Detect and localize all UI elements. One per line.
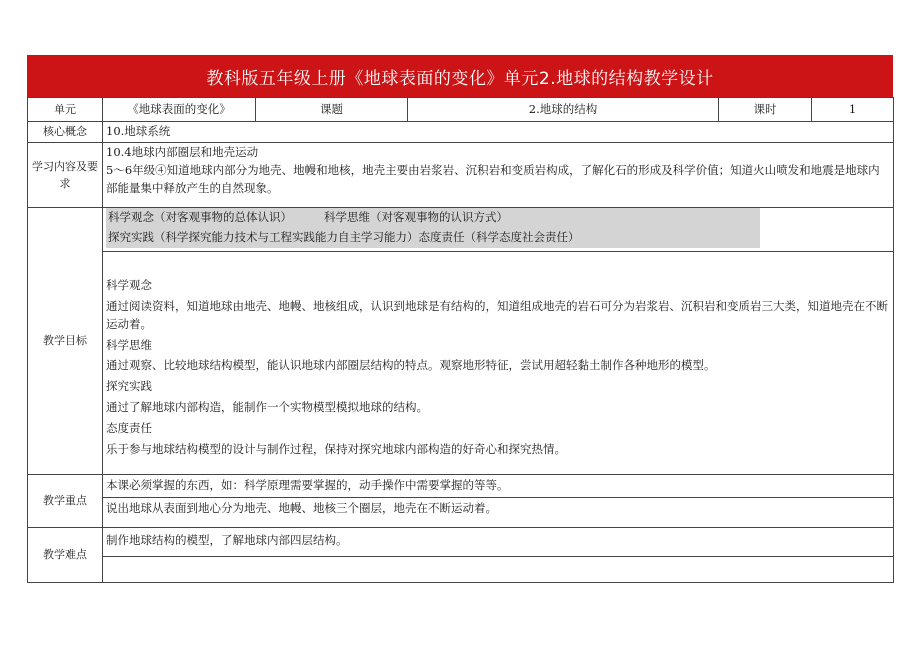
core-literacy-line2: 探究实践（科学探究能力技术与工程实践能力自主学习能力）态度责任（科学态度社会责任） xyxy=(106,228,760,248)
key-points-label: 教学重点 xyxy=(28,475,103,528)
hours-label: 课时 xyxy=(719,98,812,122)
objective-text-attitude: 乐于参与地球结构模型的设计与制作过程，保持对探究地球内部构造的好奇心和探究热情。 xyxy=(106,441,566,456)
core-concept-value: 10.地球系统 xyxy=(103,122,894,143)
unit-label: 单元 xyxy=(28,98,103,122)
objective-heading-attitude: 态度责任 xyxy=(106,420,152,435)
objective-heading-thinking: 科学思维 xyxy=(106,337,152,352)
learning-content-row xyxy=(28,143,894,208)
lesson-value: 2.地球的结构 xyxy=(408,98,719,122)
objective-text-thinking: 通过观察、比较地球结构模型，能认识地球内部圈层结构的特点。观察地形特征，尝试用超轻黏土制作各种地形的模型。 xyxy=(106,358,716,373)
objectives-row xyxy=(28,208,894,475)
objective-text-concept: 通过阅读资料，知道地球由地壳、地幔、地核组成，认识到地球是有结构的，知道组成地壳的岩石可分为岩浆岩、沉积岩和变质岩三大类，知道地壳在不断运动着。 xyxy=(106,298,888,331)
document-title: 教科版五年级上册《地球表面的变化》单元2.地球的结构教学设计 xyxy=(27,55,893,97)
core-literacy-line1 xyxy=(106,208,760,228)
lesson-plan-table xyxy=(27,97,894,583)
unit-value: 《地球表面的变化》 xyxy=(103,98,256,122)
core-concept-label: 核心概念 xyxy=(28,122,103,143)
key-points-divider xyxy=(103,497,893,498)
learning-content-line2: 5～6年级④知道地球内部分为地壳、地幔和地核，地壳主要由岩浆岩、沉积岩和变质岩构成，了解化石的形成及科学价值；知道火山喷发和地震是地球内部能量集中释放产生的自然现象。 xyxy=(106,162,880,195)
learning-content-cell xyxy=(103,143,894,208)
difficulties-label: 教学难点 xyxy=(28,528,103,583)
header-row xyxy=(28,98,894,122)
learning-content-label: 学习内容及要求 xyxy=(28,143,103,208)
literacy-concept: 科学观念（对客观事物的总体认识） xyxy=(108,210,292,224)
hours-value: 1 xyxy=(812,98,894,122)
difficulties-row xyxy=(28,528,894,583)
lesson-label: 课题 xyxy=(256,98,408,122)
key-points-note: 本课必须掌握的东西，如：科学原理需要掌握的，动手操作中需要掌握的等等。 xyxy=(106,478,509,492)
core-concept-row xyxy=(28,122,894,143)
difficulties-cell xyxy=(103,528,894,583)
objectives-cell xyxy=(103,208,894,475)
literacy-thinking: 科学思维（对客观事物的认识方式） xyxy=(324,210,508,224)
difficulties-value: 制作地球结构的模型，了解地球内部四层结构。 xyxy=(106,533,348,547)
learning-content-line1: 10.4地球内部圈层和地壳运动 xyxy=(106,145,259,159)
objectives-divider xyxy=(103,251,893,252)
key-points-value: 说出地球从表面到地心分为地壳、地幔、地核三个圈层，地壳在不断运动着。 xyxy=(106,500,497,515)
difficulties-divider xyxy=(103,556,893,557)
objective-heading-concept: 科学观念 xyxy=(106,278,152,293)
lesson-plan-sheet xyxy=(27,55,893,583)
objective-heading-practice: 探究实践 xyxy=(106,379,152,394)
objectives-label: 教学目标 xyxy=(28,208,103,475)
key-points-row xyxy=(28,475,894,528)
objective-text-practice: 通过了解地球内部构造，能制作一个实物模型模拟地球的结构。 xyxy=(106,400,428,414)
key-points-cell xyxy=(103,475,894,528)
